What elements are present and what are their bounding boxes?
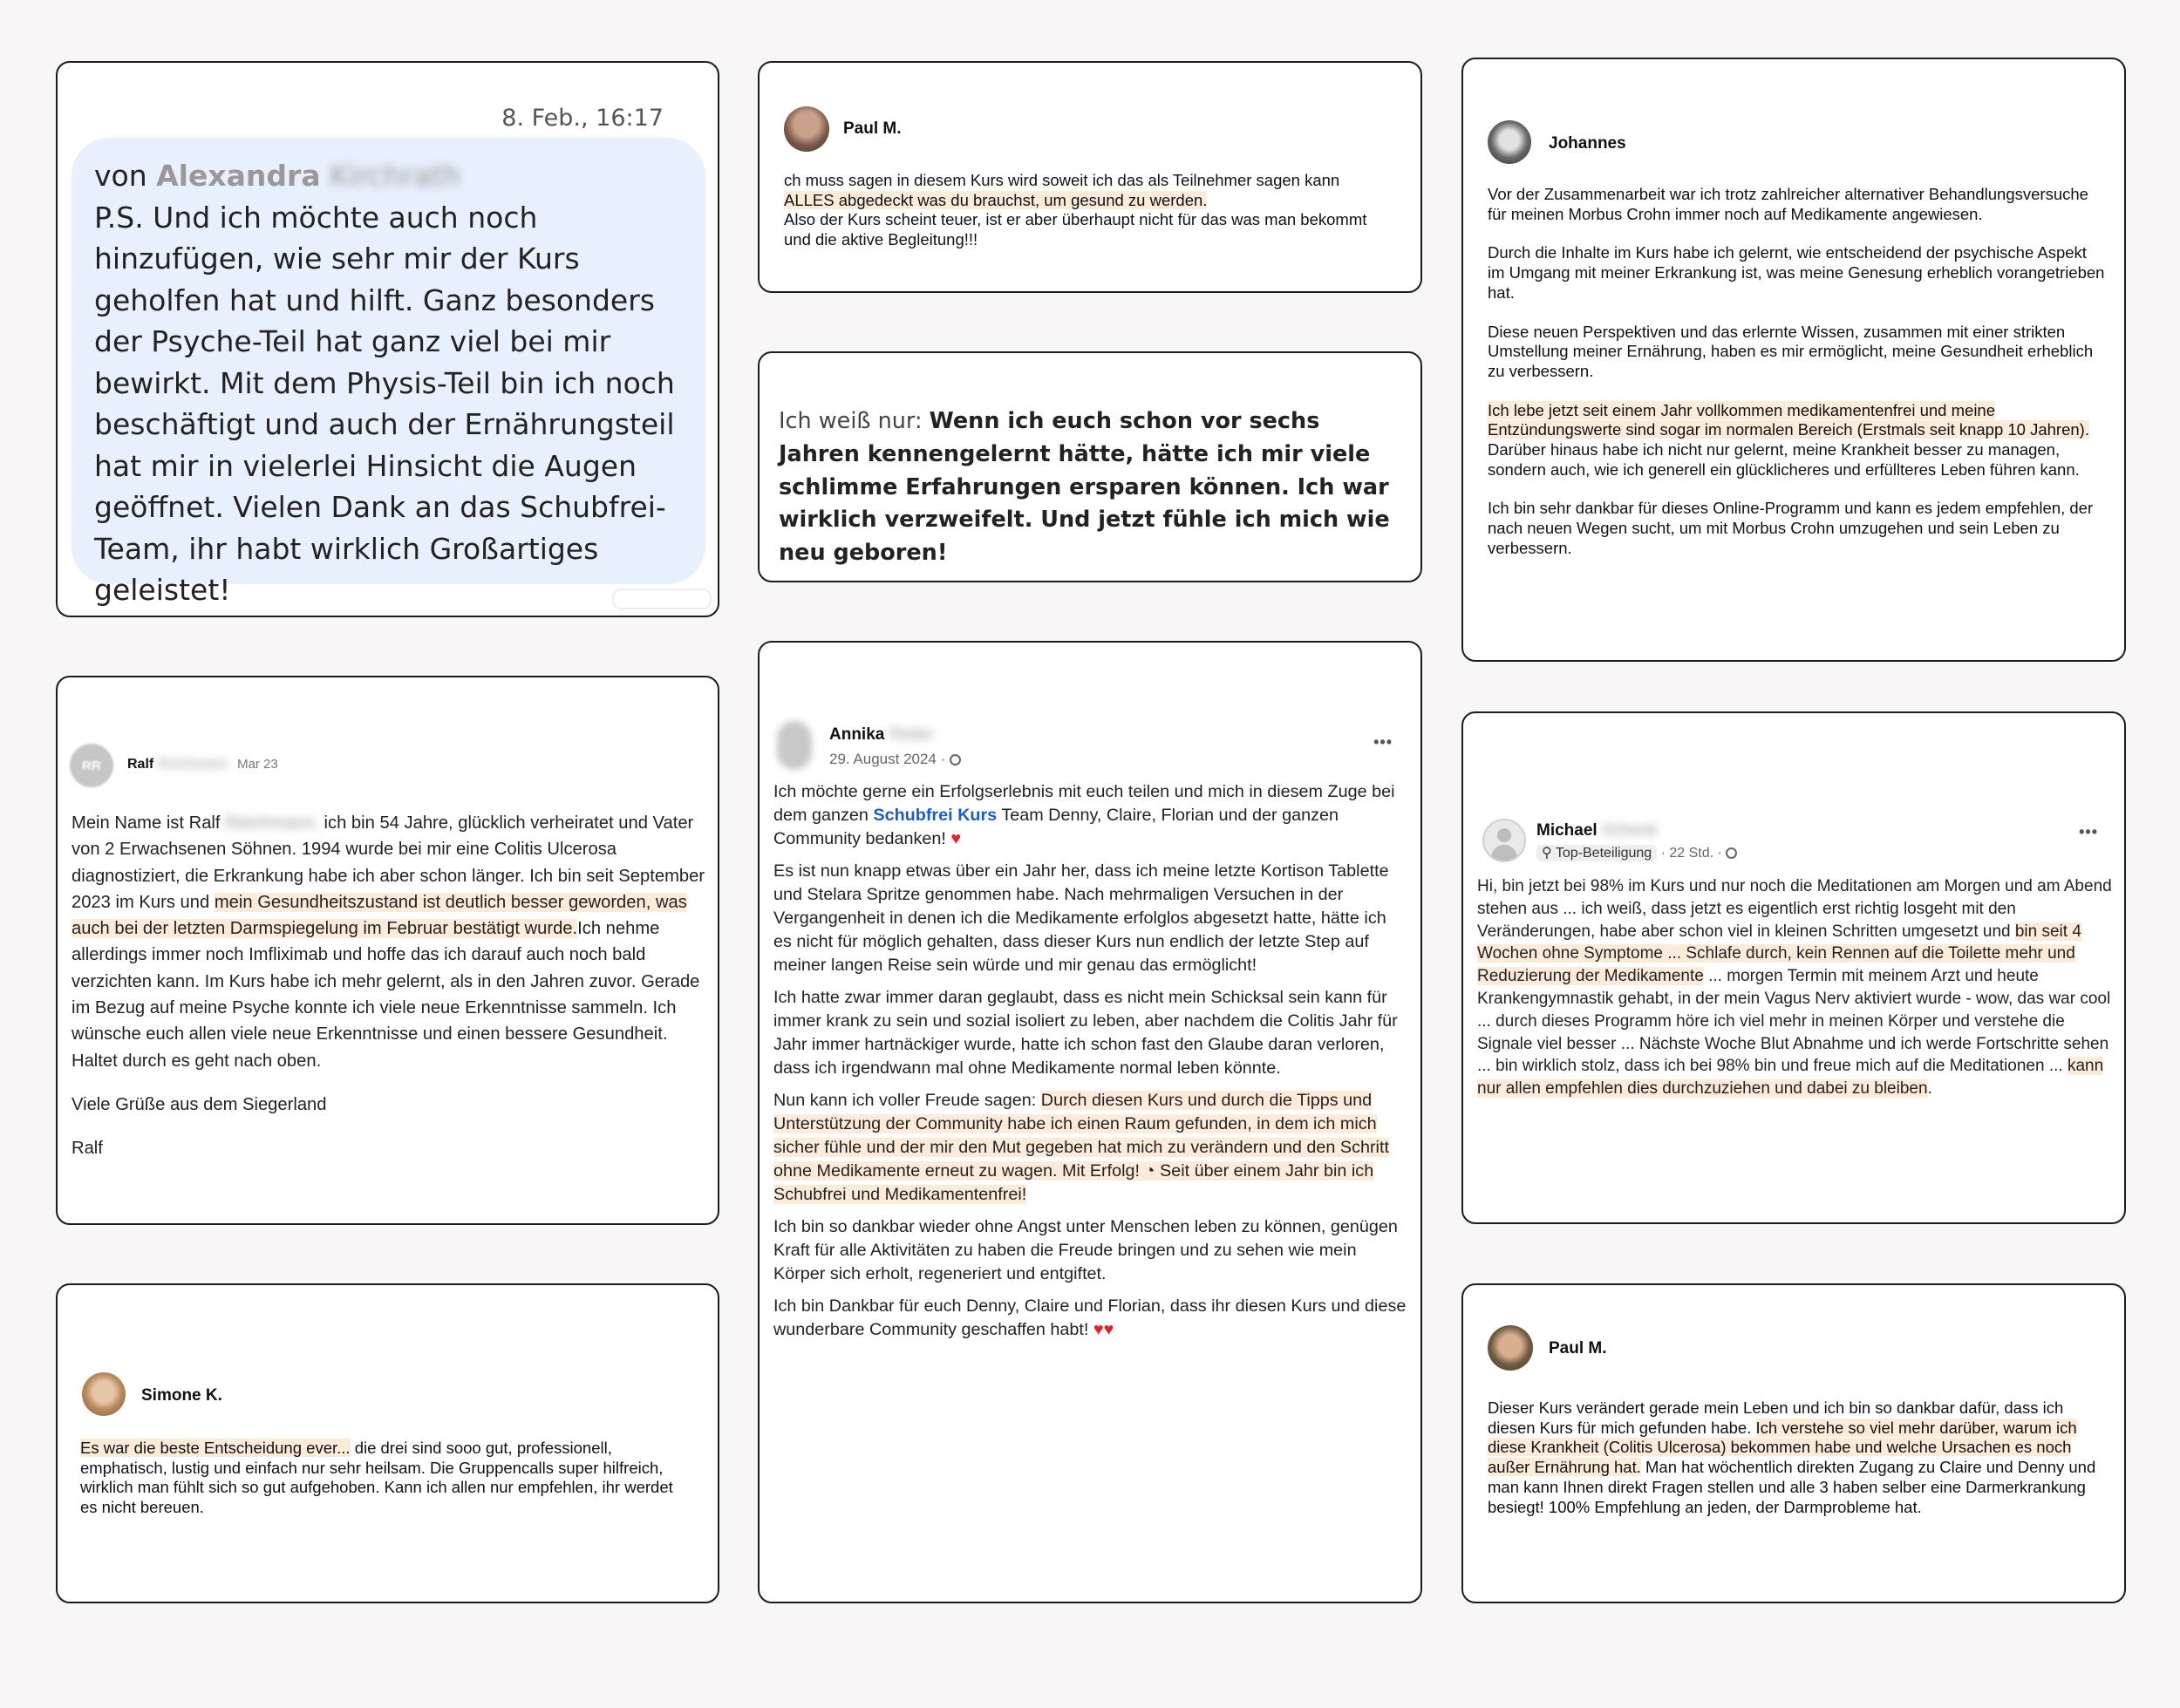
testimonial-card-simone: [56, 1283, 719, 1603]
avatar: [1488, 120, 1531, 164]
avatar: [777, 721, 812, 770]
message-bubble: [72, 138, 705, 607]
avatar: [784, 106, 829, 152]
author-name: Ralf: [127, 757, 154, 772]
post-meta: ⚲ Top-Beteiligung · 22 Std. ·: [1536, 844, 1737, 861]
testimonial-text: Vor der Zusammenarbeit war ich trotz zahlreicher alternativer Behandlungsversuche für meinen Morbus Crohn immer noch auf Medikamente angewiesen. Durch die Inhalte im Kurs habe ich gelernt, wie entscheidend der psychische Aspekt im Umgang mit meiner Erkrankung ist, was meine Genesung erheblich vorangetrieben hat. Diese neuen Perspektiven und das erlernte Wissen, zusammen mit einer strikten Umstellung meiner Ernährung, haben es mir ermöglicht, meine Gesundheit erheblich zu verbessern. Ich lebe jetzt seit einem Jahr vollkommen medikamentenfrei und meine Entzündungswerte sind sogar im normalen Bereich (Erstmals seit knapp 10 Jahren). Darüber hinaus habe ich nicht nur gelernt, meine Krankheit besser zu managen, sondern auch, wie ich generell ein glücklicheres und erfüllteres Leben führen kann. Ich bin sehr dankbar für dieses Online-Programm und kann es jedem empfehlen, der nach neuen Wegen sucht, um mit Morbus Crohn umzugehen und sein Leben zu verbessern.: [1488, 185, 2105, 557]
heart-icon: ♥: [950, 829, 962, 848]
author-name: Annika: [829, 725, 885, 744]
reaction-pill: [612, 589, 712, 609]
sender-surname: Kirchrath: [330, 159, 461, 193]
badge-icon: ⚲: [1542, 846, 1556, 861]
testimonial-card-paul-short: [758, 61, 1422, 293]
author-line: Michael Schenk: [1536, 821, 1658, 840]
author-name: Paul M.: [843, 119, 902, 138]
globe-icon: [950, 754, 961, 766]
post-date: 29. August 2024 ·: [829, 751, 961, 768]
message-text: P.S. Und ich möchte auch noch hinzufügen, wie sehr mir der Kurs geholfen hat und hilft. Ganz besonders der Psyche-Teil hat ganz viel bei mir bewirkt. Mit dem Physis-Teil bin ich noch beschäftigt und auch der Ernährungsteil hat mir in vielerlei Hinsicht die Augen geöffnet. Vielen Dank an das Schubfrei-Team, ihr habt wirklich Großartiges geleistet!: [94, 200, 675, 607]
globe-icon: [1726, 847, 1737, 859]
message-timestamp: 8. Feb., 16:17: [501, 105, 664, 132]
more-options-button[interactable]: •••: [1373, 733, 1393, 751]
quote-text: Ich weiß nur: Wenn ich euch schon vor sechs Jahren kennengelernt hätte, hätte ich mir viele schlimme Erfahrungen ersparen können. Ich war wirklich verzweifelt. Und jetzt fühle ich mich wie neu geboren!: [779, 408, 1390, 567]
hearts-icon: ♥♥: [1093, 1320, 1114, 1339]
author-name: Michael: [1536, 821, 1598, 840]
sender-name: Alexandra: [156, 159, 321, 193]
testimonial-card-johannes: [1461, 58, 2126, 662]
testimonial-text: Dieser Kurs verändert gerade mein Leben und ich bin so dankbar dafür, dass ich diesen Kurs für mich gefunden habe. Ich verstehe so viel mehr darüber, warum ich diese Krankheit (Colitis Ulcerosa) bekommen habe und welche Ursachen es noch außer Ernährung hat. Man hat wöchentlich direkten Zugang zu Claire und Denny und man kann Ihnen direkt Fragen stellen und alle 3 haben selber eine Darmerkrankung besiegt! 100% Empfehlung an jeden, der Darmprobleme hat.: [1488, 1398, 2096, 1516]
post-date: Mar 23: [237, 757, 278, 772]
testimonial-card-quote: [758, 351, 1422, 582]
author-name: Simone K.: [141, 1386, 222, 1405]
testimonial-text: Mein Name ist Ralf Reichmann, ich bin 54 Jahre, glücklich verheiratet und Vater von 2 Erwachsenen Söhnen. 1994 wurde bei mir eine Colitis Ulcerosa diagnostiziert, die Erkrankung habe ich aber schon länger. Ich bin seit September 2023 im Kurs und mein Gesundheitszustand ist deutlich besser geworden, was auch bei der letzten Darmspiegelung im Februar bestätigt wurde.Ich nehme allerdings immer noch Imfliximab und hoffe das ich darauf auch noch bald verzichten kann. Im Kurs habe ich mehr gelernt, als in den Jahren zuvor. Gerade im Bezug auf meine Psyche konnte ich viele neue Erkenntnisse sammeln. Ich wünsche euch allen viele neue Erkenntnisse und einen bessere Gesundheit. Haltet durch es geht nach oben. Viele Grüße aus dem Siegerland Ralf: [72, 813, 705, 1159]
avatar: RR: [70, 744, 113, 787]
message-sender: von Alexandra Kirchrath: [94, 159, 461, 193]
author-line: Annika Reiter: [829, 725, 934, 744]
testimonial-text: ch muss sagen in diesem Kurs wird soweit ich das als Teilnehmer sagen kann ALLES abgedeckt was du brauchst, um gesund zu werden. Also der Kurs scheint teuer, ist er aber überhaupt nicht für das was man bekommt und die aktive Begleitung!!!: [784, 171, 1367, 248]
more-options-button[interactable]: •••: [2079, 823, 2098, 840]
author-name: Paul M.: [1549, 1339, 1607, 1358]
testimonial-card-paul-long: [1461, 1283, 2126, 1603]
testimonial-text: Es war die beste Entscheidung ever... die drei sind sooo gut, professionell, emphatisch, lustig und einfach nur sehr heilsam. Die Gruppencalls super hilfreich, wirklich man fühlt sich so gut aufgehoben. Kann ich allen nur empfehlen, ihr werdet es nicht bereuen.: [80, 1439, 673, 1517]
top-contributor-badge: ⚲ Top-Beteiligung: [1536, 845, 1657, 861]
avatar: [1488, 1325, 1533, 1371]
course-link[interactable]: Schubfrei Kurs: [873, 806, 998, 825]
face-emoji-icon: ◔: [1140, 1161, 1160, 1181]
post-text: Hi, bin jetzt bei 98% im Kurs und nur noch die Meditationen am Morgen und am Abend stehen aus ... ich weiß, dass jetzt es eigentlich erst richtig losgeht mit den Veränderungen, habe aber schon viel in kleinen Schritten umgesetzt und bin seit 4 Wochen ohne Symptome ... Schlafe durch, kein Rennen auf die Toilette mehr und Reduzierung der Medikamente ... morgen Termin mit meinem Arzt und heute Krankengymnastik gehabt, in der mein Vagus Nerv aktiviert wurde - wow, das war cool ... durch dieses Programm höre ich viel mehr in meinen Körper und verstehe die Signale viel besser ... Nächste Woche Blut Abnahme und ich werde Fortschritte sehen ... bin wirklich stolz, dass ich bei 98% bin und freue mich auf die Meditationen ... kann nur allen empfehlen dies durchzuziehen und dabei zu bleiben.: [1477, 877, 2112, 1099]
user-icon: [1497, 828, 1511, 842]
author-name: Johannes: [1549, 134, 1626, 153]
testimonial-card-michael: [1461, 711, 2126, 1224]
testimonial-card-alexandra: [56, 61, 719, 617]
avatar: [82, 1372, 126, 1416]
testimonial-card-ralf: [56, 676, 719, 1225]
author-line: Ralf Reichmann Mar 23: [127, 757, 278, 772]
testimonial-card-annika: [758, 641, 1422, 1603]
post-text: Ich möchte gerne ein Erfolgserlebnis mit euch teilen und mich in diesem Zuge bei dem ganzen Schubfrei Kurs Team Denny, Claire, Florian und der ganzen Community bedanken! ♥ Es ist nun knapp etwas über ein Jahr her, dass ich meine letzte Kortison Tablette und Stelara Spritze genommen habe. Nach mehrmaligen Versuchen in der Vergangenheit in denen ich die Medikamente erfolglos abgesetzt hatte, hätte ich es nicht für möglich gehalten, dass dieser Kurs nun endlich der letzte Step auf meiner langen Reise sein würde und mir genau das ermöglicht! Ich hatte zwar immer daran geglaubt, dass es nicht mein Schicksal sein kann für immer krank zu sein und sozial isoliert zu leben, aber nachdem die Colitis Jahr für Jahr immer hartnäckiger wurde, hatte ich schon fast den Glaube daran verloren, dass ich irgendwann mal ohne Medikamente normal leben könnte. Nun kann ich voller Freude sagen: Durch diesen Kurs und durch die Tipps und Unterstützung der Community habe ich einen Raum gefunden, in dem ich mich sicher fühle und der mir den Mut gegeben hat mich zu verändern und den Schritt ohne Medikamente erneut zu wagen. Mit Erfolg! ◔ Seit über einem Jahr bin ich Schubfrei und Medikamentenfrei! Ich bin so dankbar wieder ohne Angst unter Menschen leben zu können, genügen Kraft für alle Aktivitäten zu haben die Freude bringen und zu sehen wie mein Körper sich erholt, regeneriert und entgiftet. Ich bin Dankbar für euch Denny, Claire und Florian, dass ihr diesen Kurs und diese wunderbare Community geschaffen habt! ♥♥: [773, 782, 1407, 1339]
avatar: [1482, 819, 1526, 862]
